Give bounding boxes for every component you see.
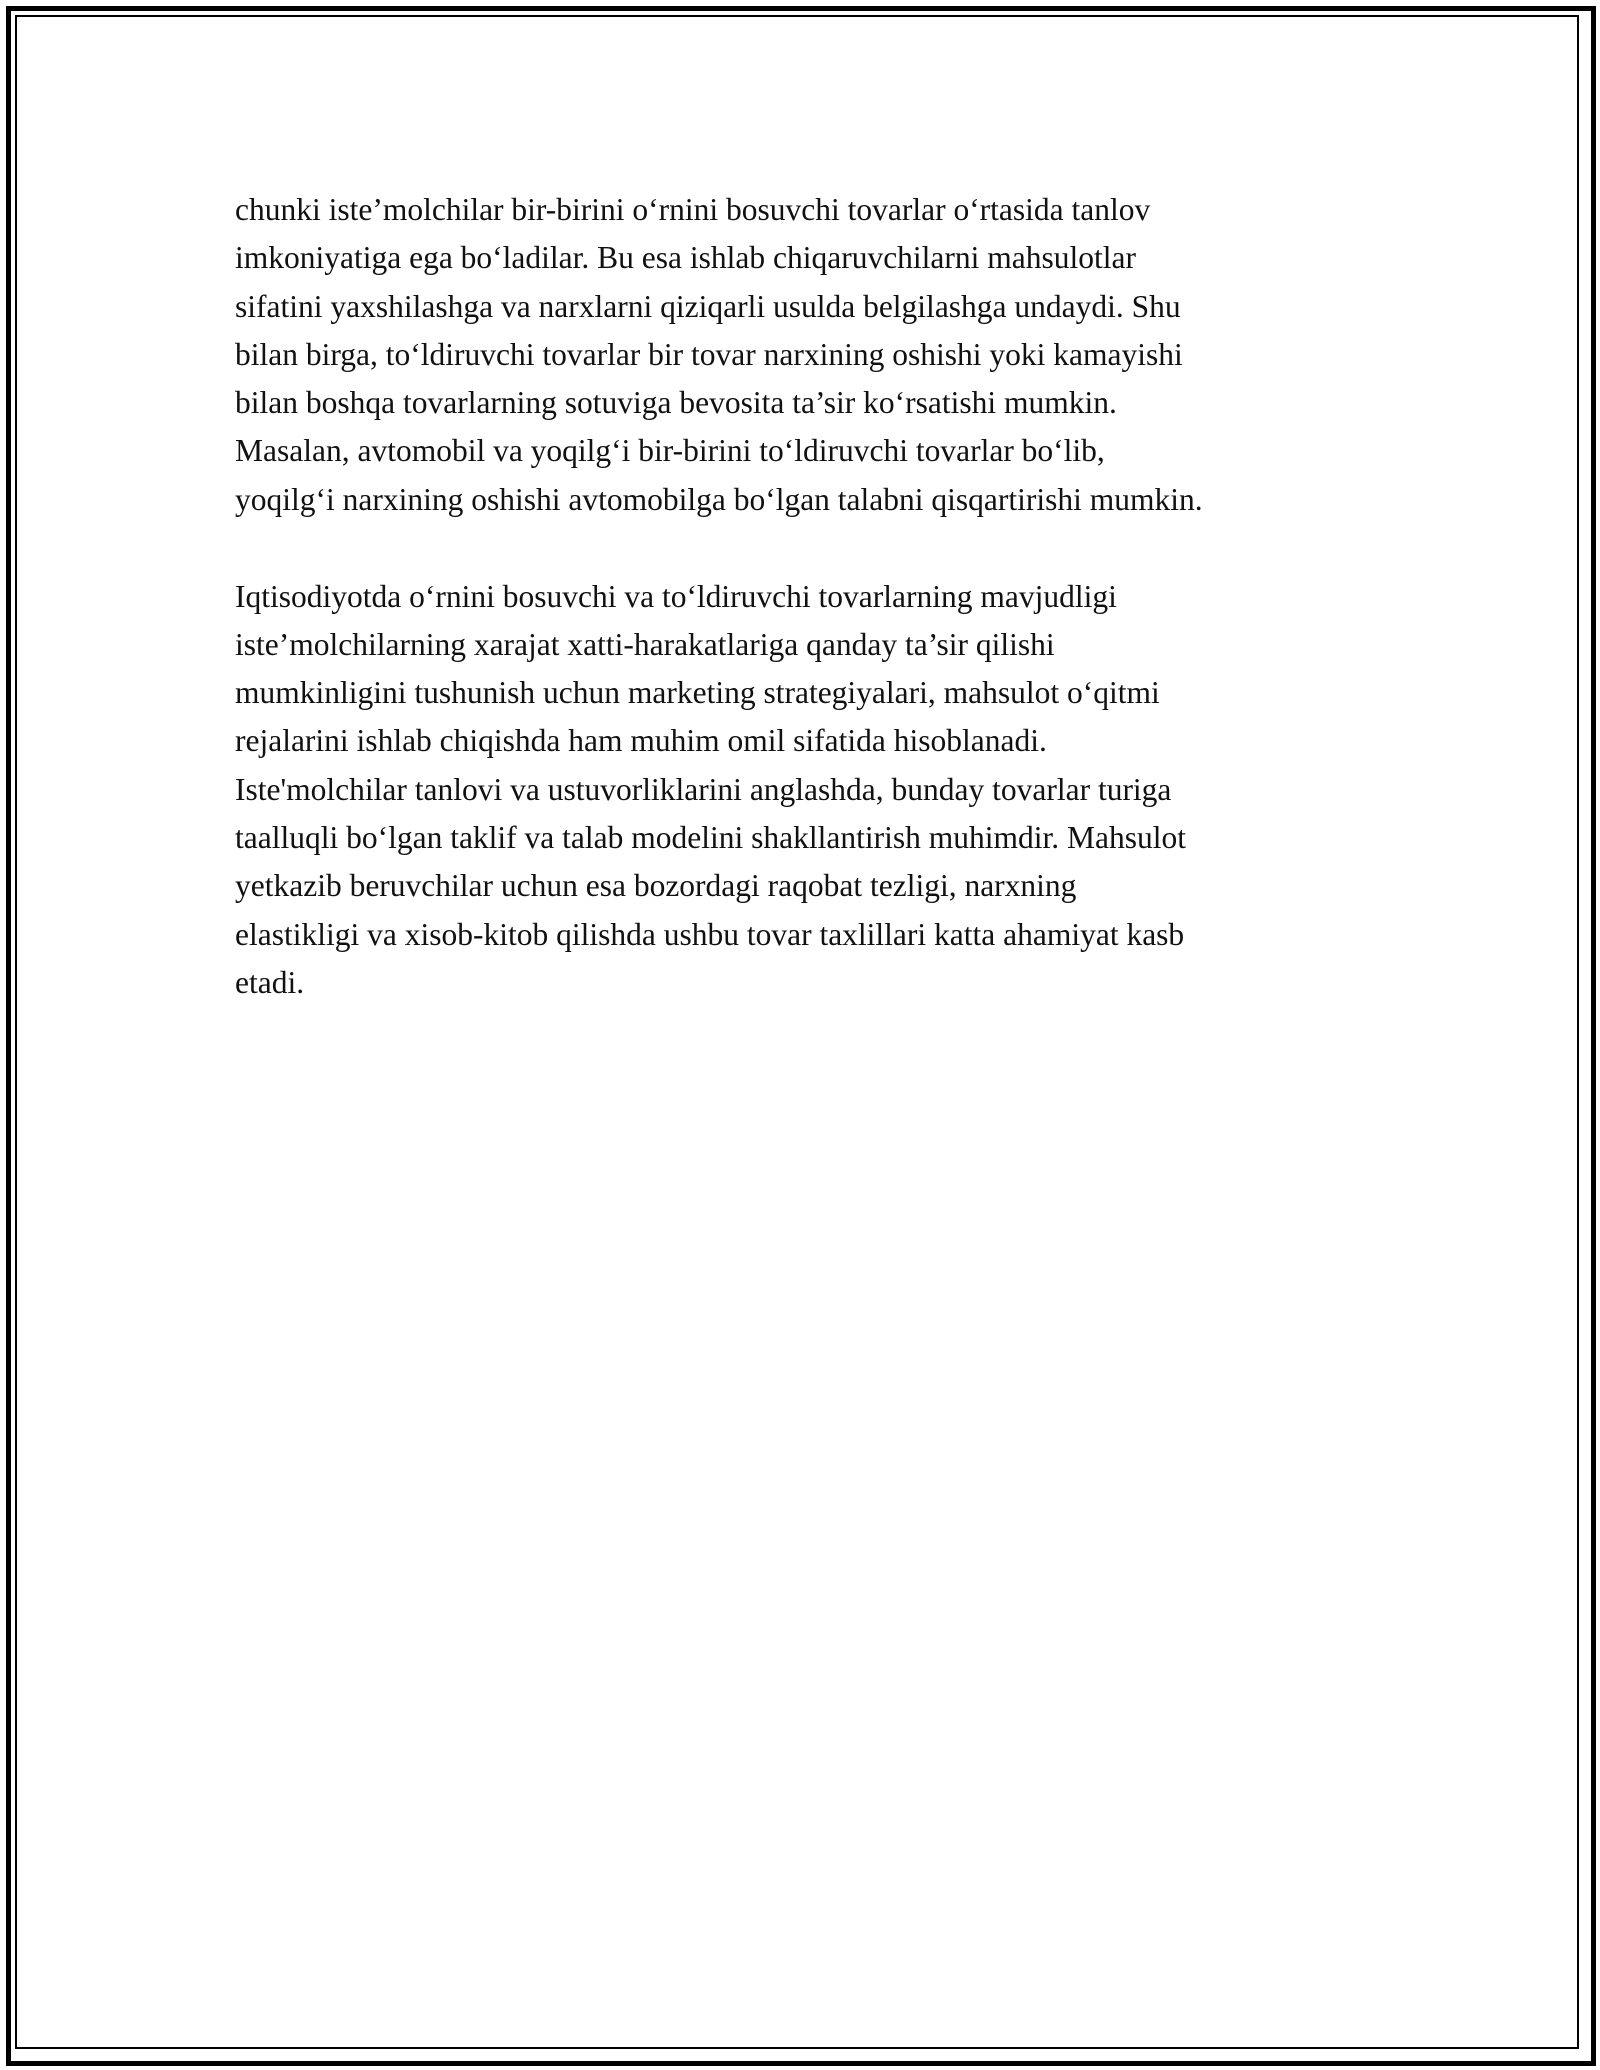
document-body — [235, 186, 1375, 1056]
paragraph-economic-significance: Iqtisodiyotda o‘rnini bosuvchi va to‘ldiruvchi tovarlarning mavjudligi iste’molchilarning xarajat xatti-harakatlariga qanday ta’sir qilishi mumkinligini tushunish uchun marketing strategiyalari, mahsulot o‘qitmi rejalarini ishlab chiqishda ham muhim omil sifatida hisoblanadi. Iste'molchilar tanlovi va ustuvorliklarini anglashda, bunday tovarlar turiga taalluqli bo‘lgan taklif va talab modelini shakllantirish muhimdir. Mahsulot yetkazib beruvchilar uchun esa bozordagi raqobat tezligi, narxning elastikligi va xisob-kitob qilishda ushbu tovar taxlillari katta ahamiyat kasb etadi. — [235, 578, 1186, 1000]
paragraph-substitutes-complements: chunki iste’molchilar bir-birini o‘rnini bosuvchi tovarlar o‘rtasida tanlov imkoniyatiga ega bo‘ladilar. Bu esa ishlab chiqaruvchilarni mahsulotlar sifatini yaxshilashga va narxlarni qiziqarli usulda belgilashga undaydi. Shu bilan birga, to‘ldiruvchi tovarlar bir tovar narxining oshishi yoki kamayishi bilan boshqa tovarlarning sotuviga bevosita ta’sir ko‘rsatishi mumkin. Masalan, avtomobil va yoqilg‘i bir-birini to‘ldiruvchi tovarlar bo‘lib, yoqilg‘i narxining oshishi avtomobilga bo‘lgan talabni qisqartirishi mumkin. — [235, 192, 1203, 517]
